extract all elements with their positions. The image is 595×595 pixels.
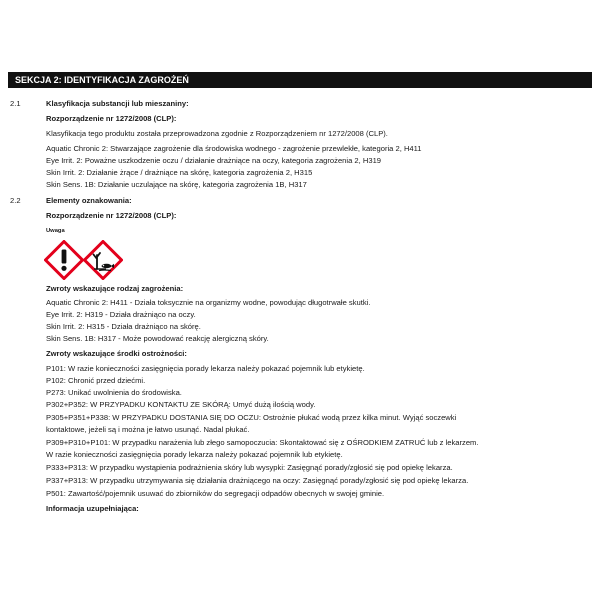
precautionary-statement: P302+P352: W PRZYPADKU KONTAKTU ZE SKÓRĄ: Umyć dużą ilością wody. xyxy=(46,400,316,409)
classification-line: Eye Irrit. 2: Poważne uszkodzenie oczu / działanie drażniące na oczy, kategoria zagrożenia 2, H319 xyxy=(46,156,382,165)
precautionary-statement: P102: Chronić przed dziećmi. xyxy=(46,376,146,385)
hazard-statement: Skin Sens. 1B: H317 - Może powodować reakcję alergiczną skóry. xyxy=(46,334,269,343)
section-header: SEKCJA 2: IDENTYFIKACJA ZAGROŻEŃ xyxy=(8,72,592,88)
hazard-statement: Eye Irrit. 2: H319 - Działa drażniąco na oczy. xyxy=(46,310,196,319)
section-2-1-title: Klasyfikacja substancji lub mieszaniny: xyxy=(46,99,189,108)
classification-line: Aquatic Chronic 2: Stwarzające zagrożenie dla środowiska wodnego - zagrożenie przewlekłe, kategoria 2, H411 xyxy=(46,144,422,153)
precautionary-statement: P273: Unikać uwolnienia do środowiska. xyxy=(46,388,182,397)
hazard-statement: Aquatic Chronic 2: H411 - Działa toksycznie na organizmy wodne, powodując długotrwałe skutki. xyxy=(46,298,371,307)
signal-word: Uwaga xyxy=(46,228,65,234)
exclamation-mark-icon xyxy=(44,240,84,280)
precautionary-statement: P305+P351+P338: W PRZYPADKU DOSTANIA SIĘ DO OCZU: Ostrożnie płukać wodą przez kilka minut. Wyjąć soczewki xyxy=(46,413,457,422)
supplementary-info-title: Informacja uzupełniająca: xyxy=(46,504,139,513)
precautionary-statements-title: Zwroty wskazujące środki ostrożności: xyxy=(46,349,187,358)
section-2-2-regulation: Rozporządzenie nr 1272/2008 (CLP): xyxy=(46,211,177,220)
precautionary-statement: P309+P310+P101: W przypadku narażenia lub złego samopoczucia: Skontaktować się z OŚRODKIEM ZATRUĆ lub z lekarzem. xyxy=(46,438,479,447)
precautionary-statement: P337+P313: W przypadku utrzymywania się działania drażniącego na oczy: Zasięgnąć porady/zgłosić się pod opiekę lekarza. xyxy=(46,476,469,485)
precautionary-statement: P101: W razie konieczności zasięgnięcia porady lekarza należy pokazać pojemnik lub etykietę. xyxy=(46,364,365,373)
classification-line: Skin Sens. 1B: Działanie uczulające na skórę, kategoria zagrożenia 1B, H317 xyxy=(46,180,307,189)
precautionary-statement: P501: Zawartość/pojemnik usuwać do zbiorników do segregacji odpadów obecnych w swojej gminie. xyxy=(46,489,385,498)
precautionary-statement: kontaktowe, jeżeli są i można je łatwo usunąć. Nadal płukać. xyxy=(46,425,250,434)
hazard-statements-title: Zwroty wskazujące rodzaj zagrożenia: xyxy=(46,284,184,293)
classification-line: Skin Irrit. 2: Działanie żrące / drażniące na skórę, kategoria zagrożenia 2, H315 xyxy=(46,168,313,177)
section-2-1-number: 2.1 xyxy=(10,99,21,108)
section-2-2-title: Elementy oznakowania: xyxy=(46,196,132,205)
precautionary-statement: P333+P313: W przypadku wystąpienia podrażnienia skóry lub wysypki: Zasięgnąć porady/zgłosić się pod opiekę lekarza. xyxy=(46,463,453,472)
section-2-1-regulation: Rozporządzenie nr 1272/2008 (CLP): xyxy=(46,114,177,123)
environment-hazard-icon xyxy=(83,240,123,280)
classification-intro: Klasyfikacja tego produktu została przeprowadzona zgodnie z Rozporządzeniem nr 1272/2008 (CLP). xyxy=(46,129,388,138)
hazard-statement: Skin Irrit. 2: H315 - Działa drażniąco na skórę. xyxy=(46,322,201,331)
precautionary-statement: W razie konieczności zasięgnięcia porady lekarza należy pokazać pojemnik lub etykietę. xyxy=(46,450,343,459)
section-2-2-number: 2.2 xyxy=(10,196,21,205)
